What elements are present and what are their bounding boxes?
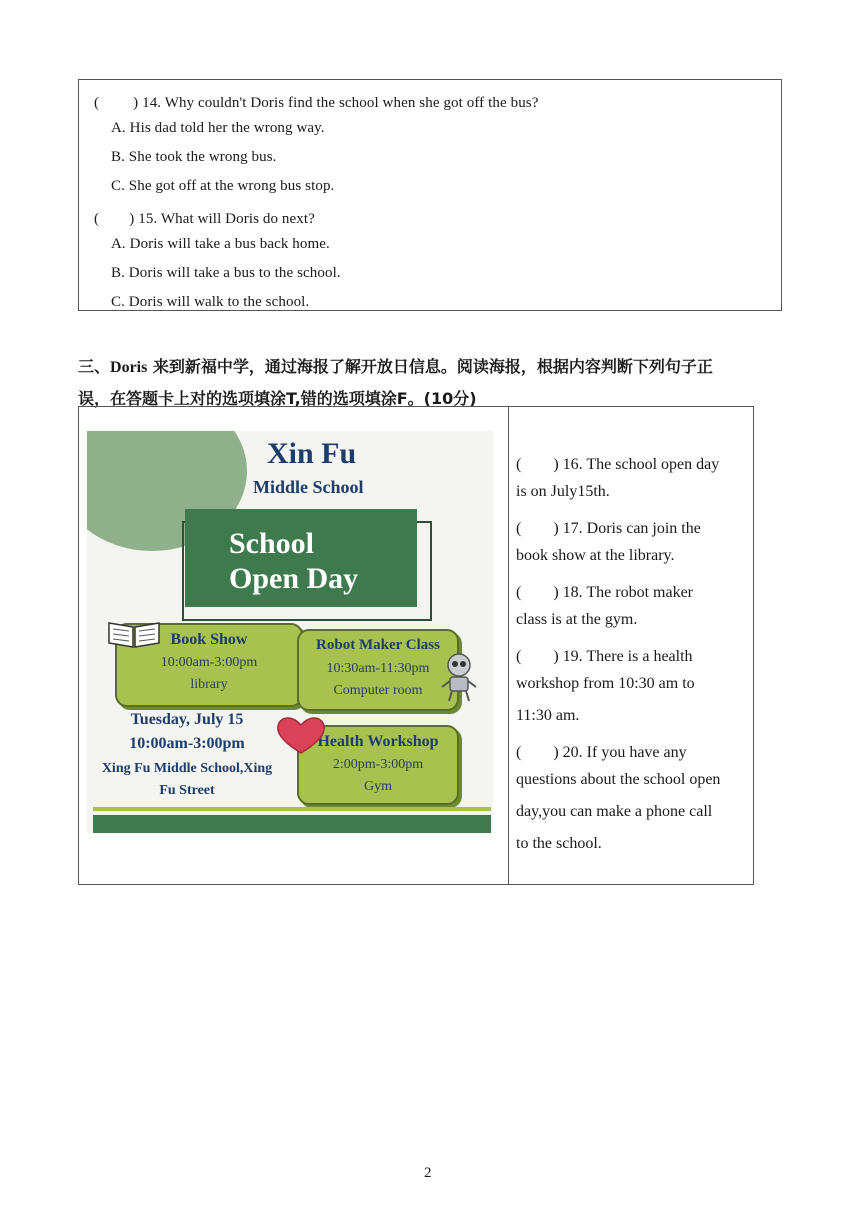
question-15: ( ) 15. What will Doris do next? <box>94 211 315 227</box>
poster-hours: 10:00am-3:00pm <box>129 735 245 752</box>
book-show-title: Book Show <box>170 631 248 648</box>
question-19-cont: workshop from 10:30 am to <box>516 675 695 692</box>
question-20-cont2: day,you can make a phone call <box>516 803 713 820</box>
question-17: ( ) 17. Doris can join the <box>516 520 701 537</box>
bottom-stripe-dark <box>93 815 491 833</box>
q15-option-b: B. Doris will take a bus to the school. <box>111 265 341 281</box>
question-19-cont2: 11:30 am. <box>516 707 580 724</box>
question-18: ( ) 18. The robot maker <box>516 584 693 601</box>
poster-address-line1: Xing Fu Middle School,Xing <box>101 761 273 776</box>
q15-option-a: A. Doris will take a bus back home. <box>111 236 330 252</box>
question-16: ( ) 16. The school open day <box>516 456 720 473</box>
poster-school-sub: Middle School <box>253 477 364 497</box>
book-icon <box>107 617 161 649</box>
section-3-name: Doris <box>110 359 148 376</box>
banner-line-2: Open Day <box>229 562 359 595</box>
question-18-cont: class is at the gym. <box>516 611 638 628</box>
book-show-time: 10:00am-3:00pm <box>160 655 258 670</box>
poster-school-name: Xin Fu <box>267 437 357 470</box>
health-workshop-title: Health Workshop <box>317 733 439 750</box>
question-20-cont: questions about the school open <box>516 771 721 788</box>
section-3-prefix: 三、 <box>78 357 111 376</box>
robot-class-place: Computer room <box>333 683 423 698</box>
question-14: ( ) 14. Why couldn't Doris find the school when she got off the bus? <box>94 95 539 111</box>
poster-date: Tuesday, July 15 <box>130 711 244 728</box>
section-3-instruction-line2: 误，在答题卡上对的选项填涂T,错的选项填涂F。(10分) <box>78 389 477 408</box>
question-20-cont3: to the school. <box>516 835 602 852</box>
banner-line-1: School <box>229 527 315 560</box>
q15-option-c: C. Doris will walk to the school. <box>111 294 310 310</box>
q14-option-c: C. She got off at the wrong bus stop. <box>111 178 335 194</box>
q14-option-b: B. She took the wrong bus. <box>111 149 277 165</box>
open-day-poster <box>87 431 493 833</box>
bottom-stripe-light <box>93 807 491 811</box>
book-show-place: library <box>190 677 228 692</box>
page-number: 2 <box>424 1165 432 1181</box>
health-workshop-time: 2:00pm-3:00pm <box>332 757 424 772</box>
column-divider <box>508 407 509 884</box>
question-20: ( ) 20. If you have any <box>516 744 687 761</box>
robot-icon <box>439 651 479 703</box>
question-19: ( ) 19. There is a health <box>516 648 693 665</box>
robot-class-time: 10:30am-11:30pm <box>326 661 430 676</box>
q14-option-a: A. His dad told her the wrong way. <box>111 120 325 136</box>
question-box-14-15 <box>78 79 782 311</box>
section-3-instruction-line1 <box>78 354 713 377</box>
section-3-text: 来到新福中学，通过海报了解开放日信息。阅读海报，根据内容判断下列句子正 <box>147 357 713 376</box>
heart-icon <box>273 715 329 755</box>
health-workshop-place: Gym <box>364 779 392 794</box>
robot-class-title: Robot Maker Class <box>316 637 440 653</box>
poster-address-line2: Fu Street <box>159 783 215 798</box>
question-17-cont: book show at the library. <box>516 547 675 564</box>
poster-table <box>78 406 754 885</box>
robot-class-card <box>297 629 459 711</box>
question-16-cont: is on July15th. <box>516 483 610 500</box>
